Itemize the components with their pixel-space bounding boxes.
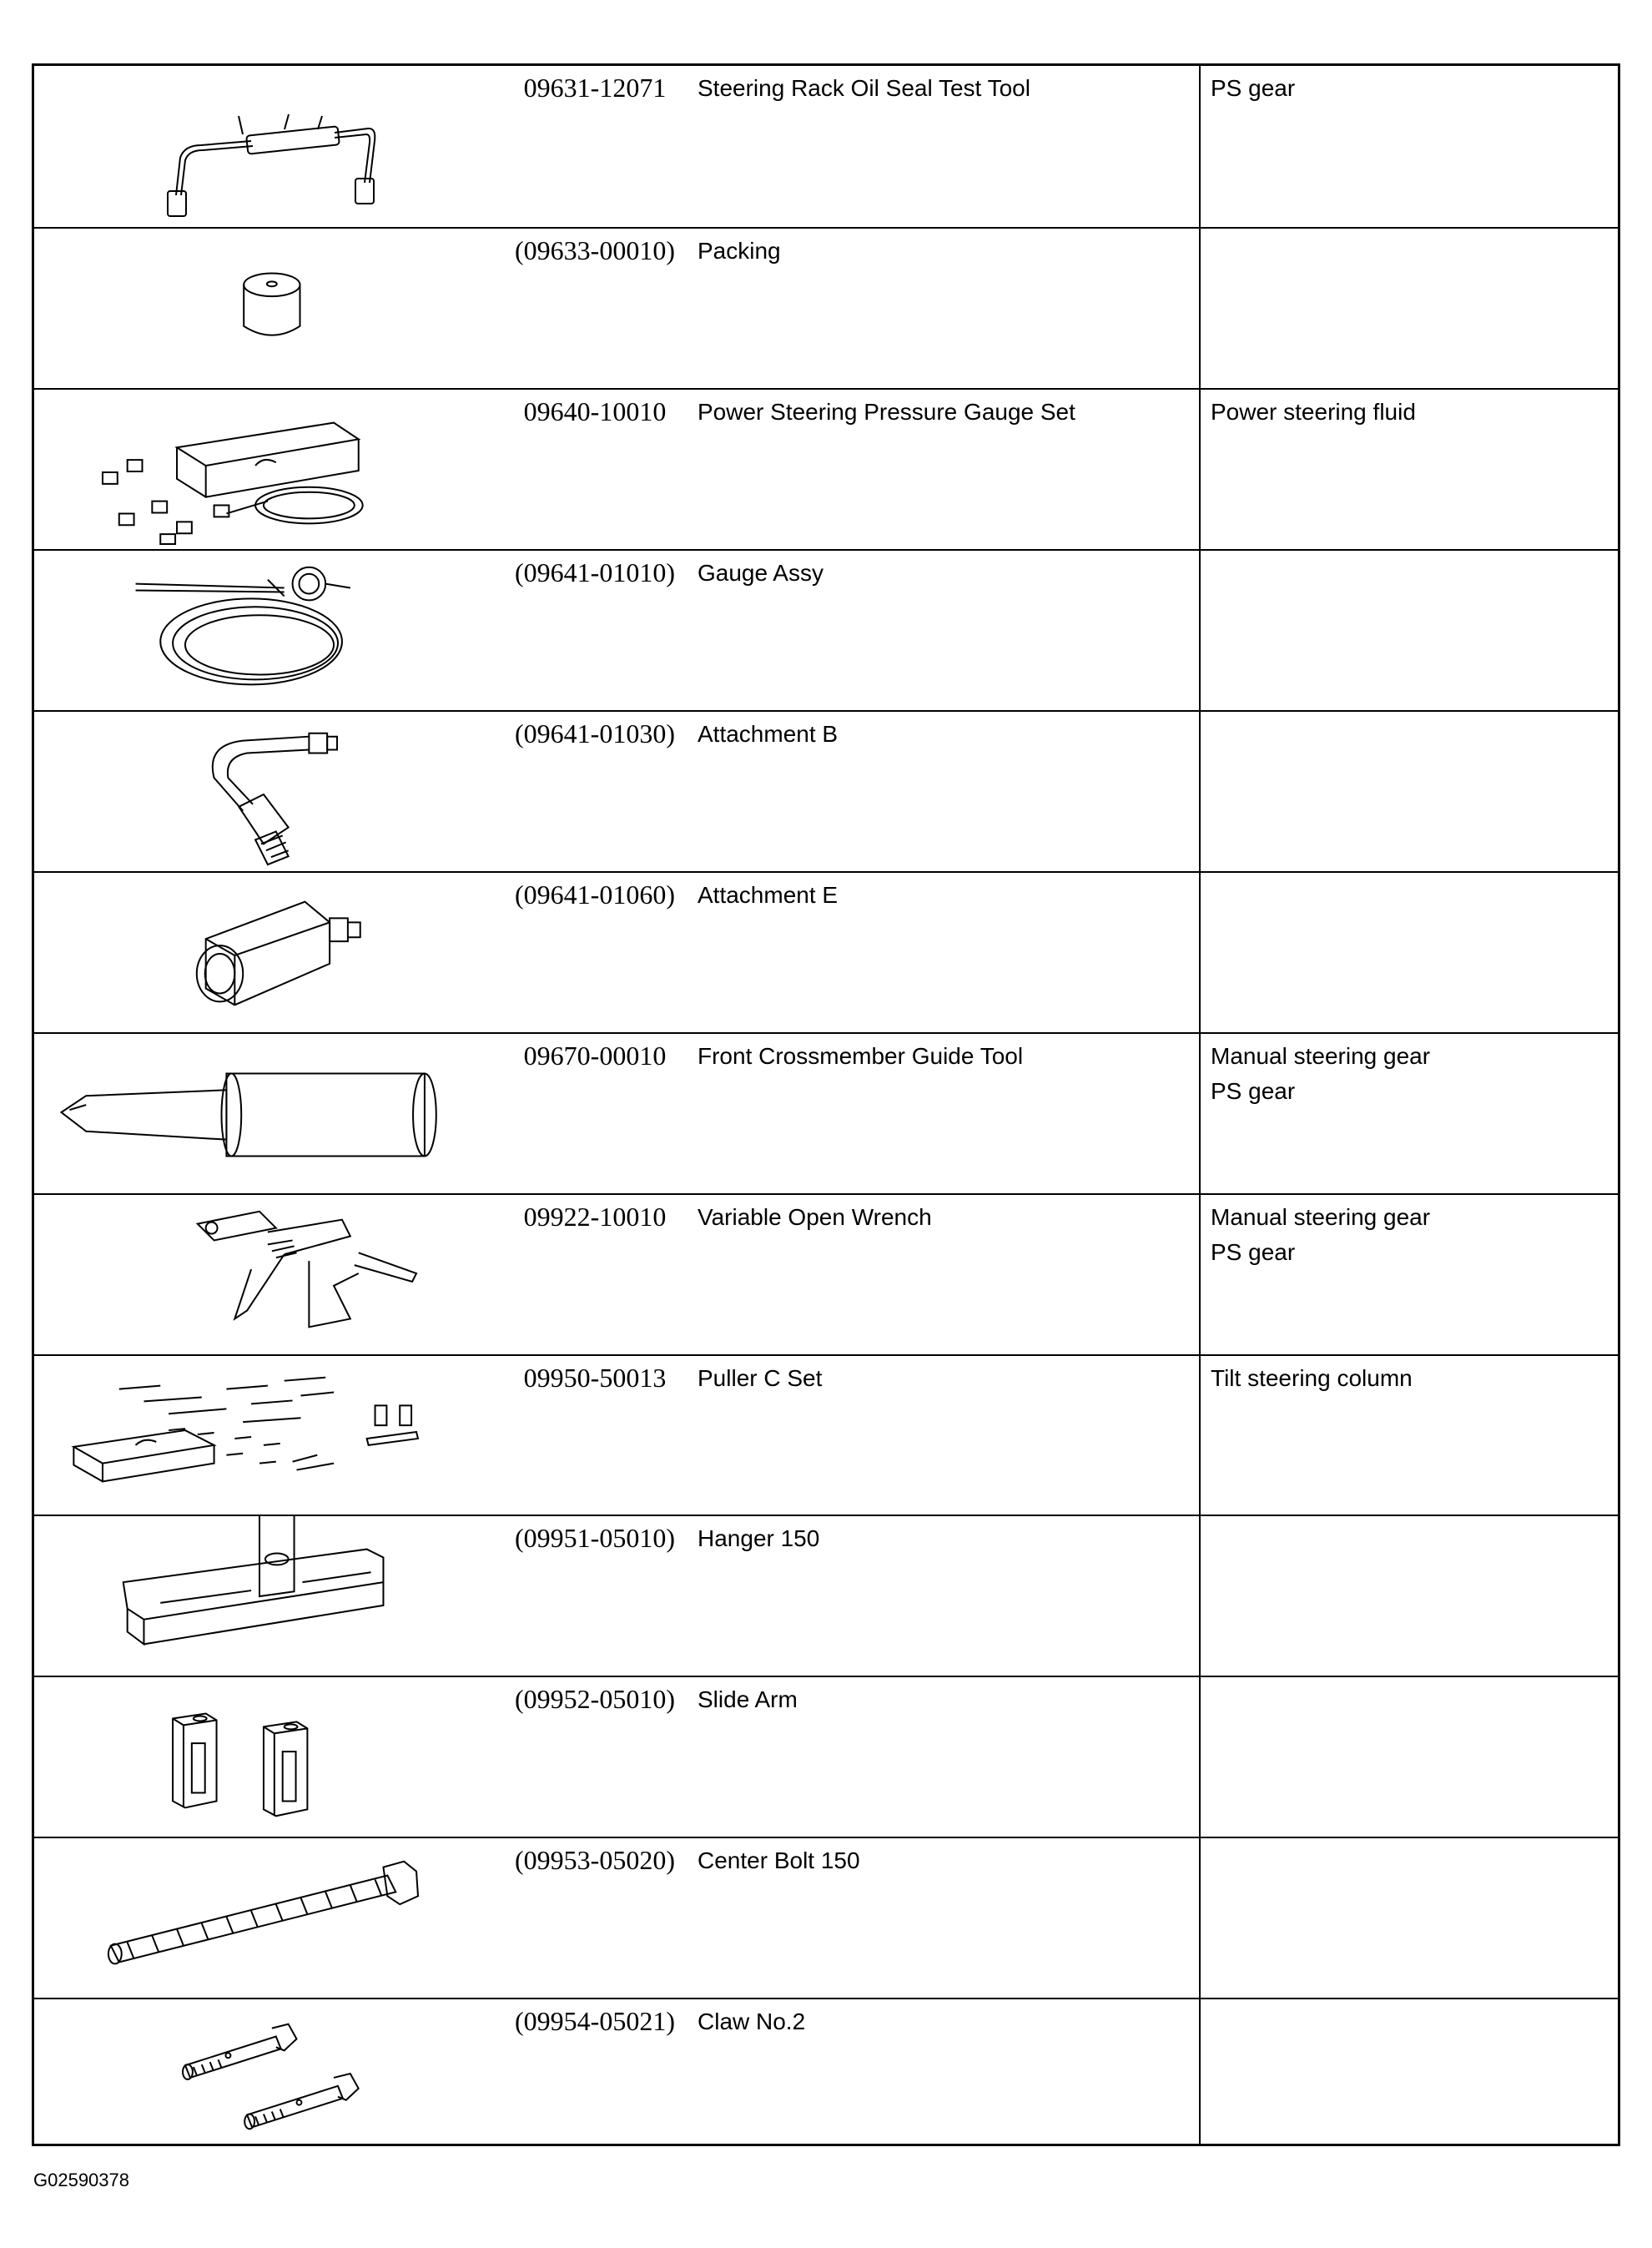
part-number: (09641-01030) [515,718,675,748]
tool-row [34,1032,1618,1193]
part-number: (09952-05010) [515,1684,675,1714]
tool-row [34,1354,1618,1515]
column-divider [1199,66,1201,2144]
tool-row [34,388,1618,549]
tool-name: Front Crossmember Guide Tool [698,1043,1024,1069]
special-tools-table [32,63,1620,2146]
tool-name: Attachment B [698,721,839,747]
part-number: (09951-05010) [515,1523,675,1553]
hex-adapter-icon [34,873,485,1032]
part-number: 09950-50013 [523,1363,667,1393]
applicable-component: Manual steering gear PS gear [1211,1204,1431,1265]
slide-arm-blocks-icon [34,1677,485,1837]
part-number: 09631-12071 [523,73,667,103]
applicable-component: PS gear [1211,75,1296,101]
tool-name: Attachment E [698,882,839,908]
tool-row [34,66,1618,227]
applicable-component: Power steering fluid [1211,399,1416,425]
tool-name: Hanger 150 [698,1525,820,1551]
tool-row [34,1515,1618,1676]
puller-set-case-icon [34,1356,485,1515]
tool-name: Claw No.2 [698,2009,806,2034]
tool-name: Gauge Assy [698,560,823,586]
guide-pin-icon [34,1034,485,1193]
bent-pipe-fitting-icon [34,712,485,871]
tool-row [34,1837,1618,1998]
part-number: (09633-00010) [515,235,675,265]
tool-row [34,1676,1618,1837]
hanger-bar-icon [34,1516,485,1676]
part-number: 09922-10010 [523,1202,667,1232]
part-number: 09670-00010 [523,1041,667,1071]
tool-name: Packing [698,238,781,264]
test-tube-line-icon [34,66,485,227]
tool-row [34,1998,1618,2149]
part-number: (09954-05021) [515,2006,675,2036]
part-number: 09640-10010 [523,396,667,426]
tool-name: Slide Arm [698,1686,798,1712]
applicable-component: Tilt steering column [1211,1365,1413,1391]
open-wrench-icon [34,1195,485,1354]
tool-row [34,549,1618,710]
packing-ring-icon [34,229,485,388]
claw-bolts-icon [34,1999,485,2149]
center-bolt-icon [34,1838,485,1998]
part-number: (09641-01060) [515,880,675,910]
tool-name: Power Steering Pressure Gauge Set [698,399,1075,425]
tool-row [34,871,1618,1032]
tool-name: Center Bolt 150 [698,1847,860,1873]
figure-id: G02590378 [33,2170,129,2190]
part-number: (09641-01010) [515,557,675,587]
tool-name: Variable Open Wrench [698,1204,932,1230]
tool-row [34,227,1618,388]
tool-name: Puller C Set [698,1365,823,1391]
applicable-component: Manual steering gear PS gear [1211,1043,1431,1104]
part-number: (09953-05020) [515,1845,675,1875]
gauge-hose-icon [34,551,485,710]
gauge-set-case-icon [34,390,485,549]
tool-row [34,710,1618,871]
tool-name: Steering Rack Oil Seal Test Tool [698,75,1030,101]
tool-row [34,1193,1618,1354]
